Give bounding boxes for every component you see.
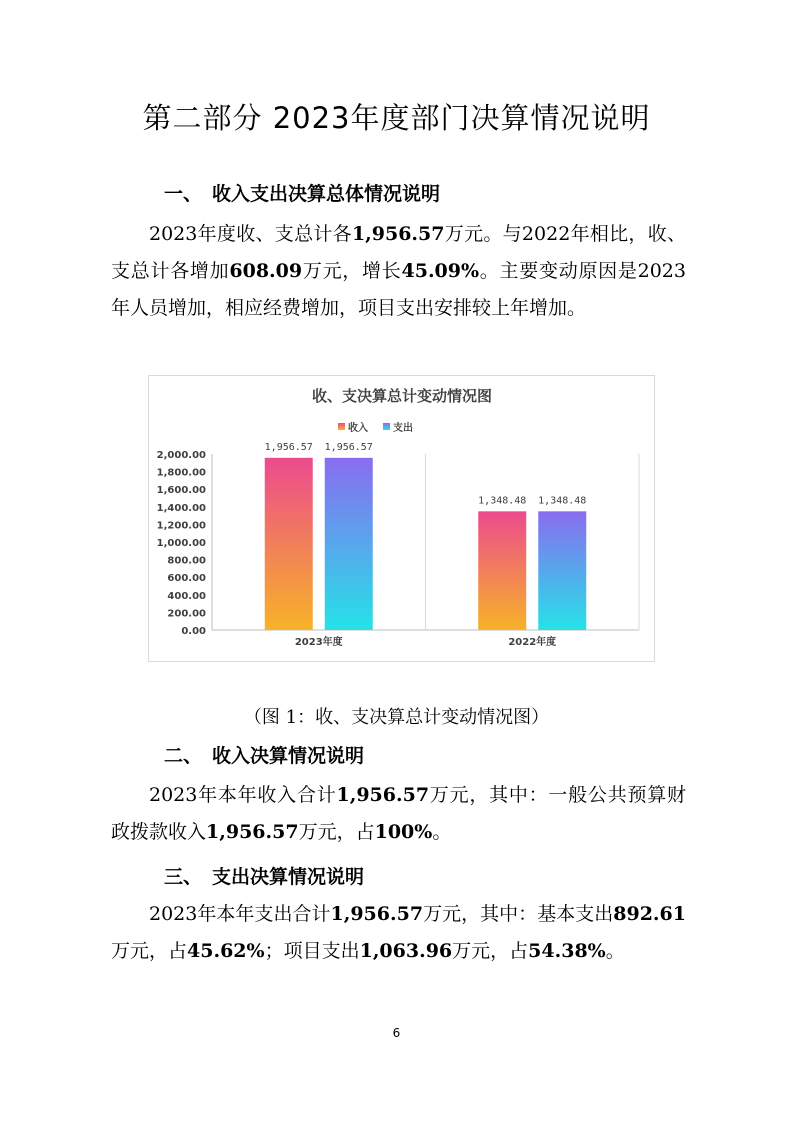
text-run: 。 [432, 821, 452, 843]
figure-value: 54.38% [528, 940, 606, 962]
chart-legend [338, 421, 413, 434]
figure-value: 1,956.57 [206, 821, 299, 843]
y-tick-label: 1,200.00 [156, 520, 206, 532]
bar-expenditure [538, 511, 586, 630]
text-run: ；项目支出 [264, 940, 360, 962]
text-run: 2023年本年支出合计 [149, 903, 331, 925]
bar-income [478, 511, 526, 630]
text-run: 万元，其中：基本支出 [423, 903, 614, 925]
figure-value: 1,956.57 [336, 784, 430, 806]
text-run: 万元，其中：一般公共预算财政拨款收入 [111, 784, 686, 843]
figure-value: 1,063.96 [359, 940, 453, 962]
legend-label: 支出 [393, 423, 413, 434]
section-number: 二、 [164, 745, 203, 767]
section-number: 一、 [164, 183, 203, 205]
text-run: 万元，占 [111, 940, 188, 962]
data-label: 1,348.48 [478, 495, 527, 507]
y-tick-label: 600.00 [167, 573, 206, 585]
y-tick-label: 400.00 [167, 590, 206, 602]
y-tick-label: 2,000.00 [156, 450, 206, 461]
text-run: 2023年度收、支总计各 [149, 223, 352, 245]
page-title: 第二部分 2023年度部门决算情况说明 [142, 101, 651, 135]
x-tick-label: 2022年度 [508, 637, 557, 648]
paragraph-income [111, 777, 686, 851]
text-run: 万元，占 [298, 821, 375, 843]
figure-value: 892.61 [613, 903, 686, 925]
y-tick-label: 800.00 [167, 555, 206, 567]
section-title: 收入支出决算总体情况说明 [212, 183, 441, 205]
y-tick-label: 0.00 [181, 626, 206, 637]
page-number: 6 [392, 1026, 401, 1040]
y-tick-label: 1,400.00 [156, 502, 206, 514]
text-run: 万元，增长 [302, 260, 402, 282]
data-label: 1,348.48 [538, 495, 587, 507]
bar-expenditure [325, 458, 373, 630]
text-run: 万元。与2022年相比，收、支总计各增加 [111, 223, 686, 282]
text-run: 。 [605, 940, 625, 962]
text-run: 2023年本年收入合计 [149, 784, 337, 806]
y-tick-label: 1,000.00 [156, 538, 206, 549]
paragraph-overview [111, 216, 686, 327]
figure-caption: （图 1：收、支决算总计变动情况图） [243, 707, 550, 728]
figure-value: 608.09 [229, 260, 303, 282]
figure-value: 45.62% [187, 940, 265, 962]
chart-title: 收、支决算总计变动情况图 [311, 387, 493, 405]
text-run: 万元，占 [452, 940, 529, 962]
y-tick-label: 1,600.00 [156, 485, 206, 497]
chart-container [148, 375, 655, 662]
section-heading-2 [164, 741, 364, 768]
legend-swatch [383, 423, 390, 430]
y-tick-label: 200.00 [167, 608, 206, 620]
figure-value: 45.09% [401, 260, 480, 282]
section-title: 支出决算情况说明 [212, 866, 365, 888]
text-run: 。主要变动原因是2023年人员增加，相应经费增加，项目支出安排较上年增加。 [111, 260, 686, 319]
y-tick-label: 1,800.00 [156, 467, 206, 479]
section-title: 收入决算情况说明 [212, 745, 365, 767]
section-heading-1 [164, 179, 440, 206]
figure-value: 1,956.57 [330, 903, 424, 925]
section-heading-3 [164, 862, 364, 889]
legend-label: 收入 [348, 423, 368, 434]
section-number: 三、 [164, 866, 203, 888]
figure-value: 1,956.57 [351, 223, 445, 245]
bar-income [265, 458, 313, 630]
paragraph-expenditure [111, 896, 686, 970]
x-tick-label: 2023年度 [294, 637, 343, 648]
figure-value: 100% [374, 821, 433, 843]
legend-swatch [338, 423, 345, 430]
bar-chart [149, 376, 656, 663]
data-label: 1,956.57 [324, 441, 373, 453]
data-label: 1,956.57 [264, 441, 313, 453]
